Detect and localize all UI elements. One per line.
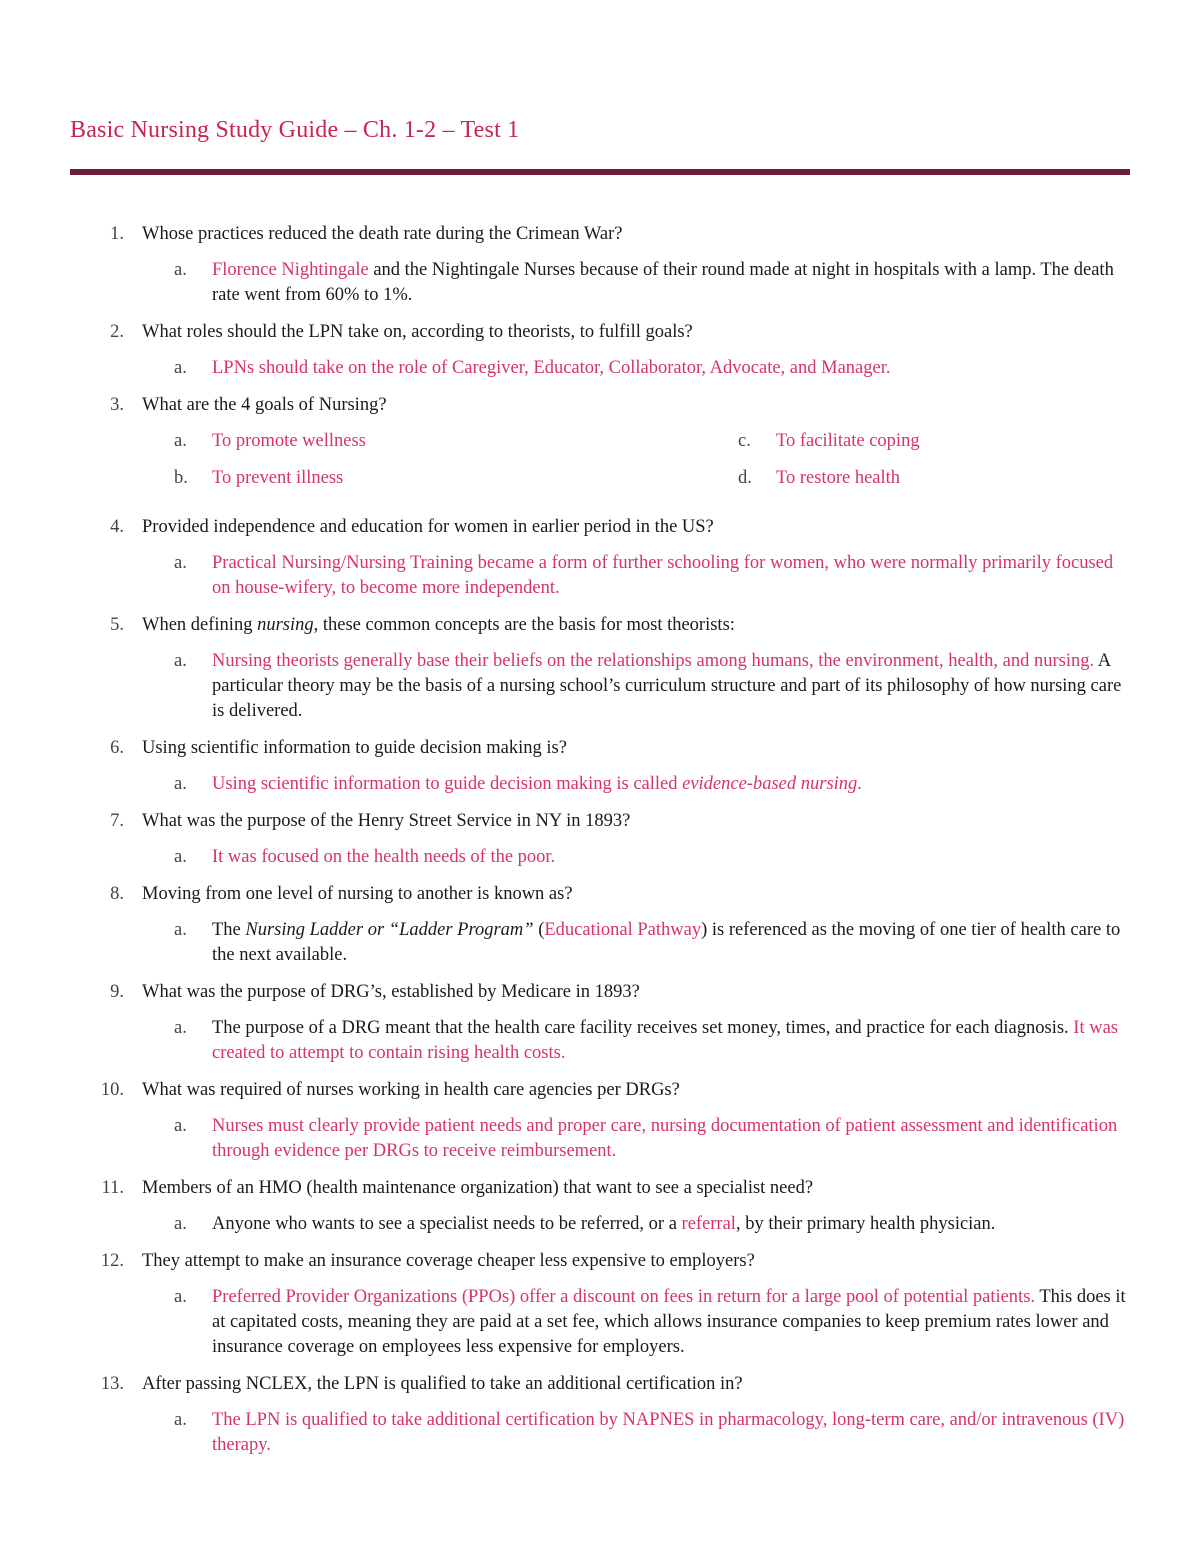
goal-text: To promote wellness [212, 431, 366, 451]
answer-9 [0, 1016, 1132, 1066]
answer-highlight: Practical Nursing/Nursing Training became a form of further schooling for women, who were normally primarily focused on house-wifery, to become more independent. [212, 553, 1114, 598]
question-11 [0, 1176, 1132, 1201]
answer-7 [0, 845, 1132, 870]
answer-highlight: LPNs should take on the role of Caregiver, Educator, Collaborator, Advocate, and Manager. [212, 358, 891, 378]
answer-text: ) is referenced as the moving of one tier of health care to the next available. [212, 920, 1121, 965]
title-divider [70, 169, 1130, 175]
question-number: 9. [110, 982, 124, 1002]
answer-highlight: It was focused on the health needs of the poor. [212, 847, 556, 867]
answer-highlight: Florence Nightingale [212, 260, 369, 280]
question-text: What are the 4 goals of Nursing? [142, 395, 387, 415]
answer-emphasis: evidence-based nursing [682, 774, 858, 794]
answer-highlight: Nursing theorists generally base their beliefs on the relationships among humans, the environment, health, and nursing. [212, 651, 1095, 671]
question-4 [0, 515, 1132, 540]
goals-grid [0, 429, 1200, 503]
goal-letter: a. [174, 431, 187, 451]
answer-11 [0, 1212, 1132, 1237]
answer-text: , by their primary health physician. [735, 1214, 996, 1234]
question-number: 3. [110, 395, 124, 415]
answer-text-mid: ( [533, 920, 545, 940]
answer-text-start: The purpose of a DRG meant that the health care facility receives set money, times, and practice for each diagnosis. [212, 1018, 1074, 1038]
question-number: 5. [110, 615, 124, 635]
answer-2 [0, 356, 1132, 381]
answer-8 [0, 918, 1132, 968]
answer-letter: a. [174, 1018, 187, 1038]
answer-emphasis: Nursing Ladder or “Ladder Program” [245, 920, 534, 940]
question-number: 8. [110, 884, 124, 904]
question-number: 4. [110, 517, 124, 537]
question-10 [0, 1078, 1132, 1103]
answer-5 [0, 649, 1132, 724]
answer-highlight: Educational Pathway [544, 920, 702, 940]
question-number: 2. [110, 322, 124, 342]
answer-text: This does it at capitated costs, meaning they are paid at a set fee, which allows insurance companies to keep premium rates lower and insurance coverage on employees less expensive for employers. [212, 1287, 1126, 1357]
question-list [0, 222, 1200, 1470]
answer-letter: a. [174, 1287, 187, 1307]
answer-text-start: Anyone who wants to see a specialist needs to be referred, or a [212, 1214, 682, 1234]
question-number: 7. [110, 811, 124, 831]
answer-6 [0, 772, 1132, 797]
question-text: Members of an HMO (health maintenance organization) that want to see a specialist need? [142, 1178, 814, 1198]
question-number: 13. [100, 1374, 124, 1394]
answer-highlight: Using scientific information to guide decision making is called [212, 774, 683, 794]
question-text: They attempt to make an insurance coverage cheaper less expensive to employers? [142, 1251, 755, 1271]
question-7 [0, 809, 1132, 834]
answer-letter: a. [174, 651, 187, 671]
answer-letter: a. [174, 774, 187, 794]
answer-highlight: referral [681, 1214, 736, 1234]
question-8 [0, 882, 1132, 907]
answer-1 [0, 258, 1132, 308]
question-text: Using scientific information to guide decision making is? [142, 738, 567, 758]
question-text: After passing NCLEX, the LPN is qualified to take an additional certification in? [142, 1374, 743, 1394]
answer-13 [0, 1408, 1132, 1458]
answer-letter: a. [174, 553, 187, 573]
question-5 [0, 613, 1132, 638]
question-text: What was the purpose of the Henry Street Service in NY in 1893? [142, 811, 631, 831]
goal-item [738, 429, 920, 454]
question-number: 1. [110, 224, 124, 244]
answer-text-start: The [212, 920, 246, 940]
goal-text: To restore health [776, 468, 901, 488]
goal-letter: c. [738, 431, 751, 451]
answer-highlight: Nurses must clearly provide patient needs and proper care, nursing documentation of patient assessment and identification through evidence per DRGs to receive reimbursement. [212, 1116, 1118, 1161]
page-title: Basic Nursing Study Guide – Ch. 1-2 – Test 1 [70, 117, 520, 143]
answer-text: and the Nightingale Nurses because of their round made at night in hospitals with a lamp. The death rate went from 60% to 1%. [212, 260, 1114, 305]
answer-highlight: Preferred Provider Organizations (PPOs) offer a discount on fees in return for a large pool of potential patients. [212, 1287, 1036, 1307]
answer-letter: a. [174, 1410, 187, 1430]
question-1 [0, 222, 1132, 247]
answer-12 [0, 1285, 1132, 1360]
answer-letter: a. [174, 1116, 187, 1136]
answer-4 [0, 551, 1132, 601]
question-12 [0, 1249, 1132, 1274]
goal-item [174, 466, 344, 491]
question-2 [0, 320, 1132, 345]
goal-item [738, 466, 901, 491]
answer-letter: a. [174, 847, 187, 867]
goal-letter: b. [174, 468, 188, 488]
question-text: Moving from one level of nursing to another is known as? [142, 884, 573, 904]
question-text: Whose practices reduced the death rate during the Crimean War? [142, 224, 623, 244]
answer-letter: a. [174, 260, 187, 280]
question-text-start: When defining [142, 615, 258, 635]
question-3 [0, 393, 1132, 418]
question-number: 12. [100, 1251, 124, 1271]
question-text: What was required of nurses working in health care agencies per DRGs? [142, 1080, 680, 1100]
question-13 [0, 1372, 1132, 1397]
question-number: 10. [100, 1080, 124, 1100]
question-6 [0, 736, 1132, 761]
question-emphasis: nursing [257, 615, 314, 635]
question-text: Provided independence and education for women in earlier period in the US? [142, 517, 714, 537]
question-text: What was the purpose of DRG’s, established by Medicare in 1893? [142, 982, 640, 1002]
question-number: 6. [110, 738, 124, 758]
answer-letter: a. [174, 920, 187, 940]
answer-highlight: The LPN is qualified to take additional certification by NAPNES in pharmacology, long-term care, and/or intravenous (IV) therapy. [212, 1410, 1125, 1455]
question-number: 11. [101, 1178, 124, 1198]
question-9 [0, 980, 1132, 1005]
answer-highlight: It was created to attempt to contain rising health costs. [212, 1018, 1118, 1063]
goal-item [174, 429, 366, 454]
question-text: What roles should the LPN take on, according to theorists, to fulfill goals? [142, 322, 693, 342]
answer-end: . [857, 774, 862, 794]
answer-letter: a. [174, 358, 187, 378]
goal-text: To prevent illness [212, 468, 344, 488]
answer-text: A particular theory may be the basis of a nursing school’s curriculum structure and part of its philosophy of how nursing care is delivered. [212, 651, 1122, 721]
goal-letter: d. [738, 468, 752, 488]
question-text-end: , these common concepts are the basis for most theorists: [313, 615, 735, 635]
goal-text: To facilitate coping [776, 431, 920, 451]
answer-letter: a. [174, 1214, 187, 1234]
answer-10 [0, 1114, 1132, 1164]
